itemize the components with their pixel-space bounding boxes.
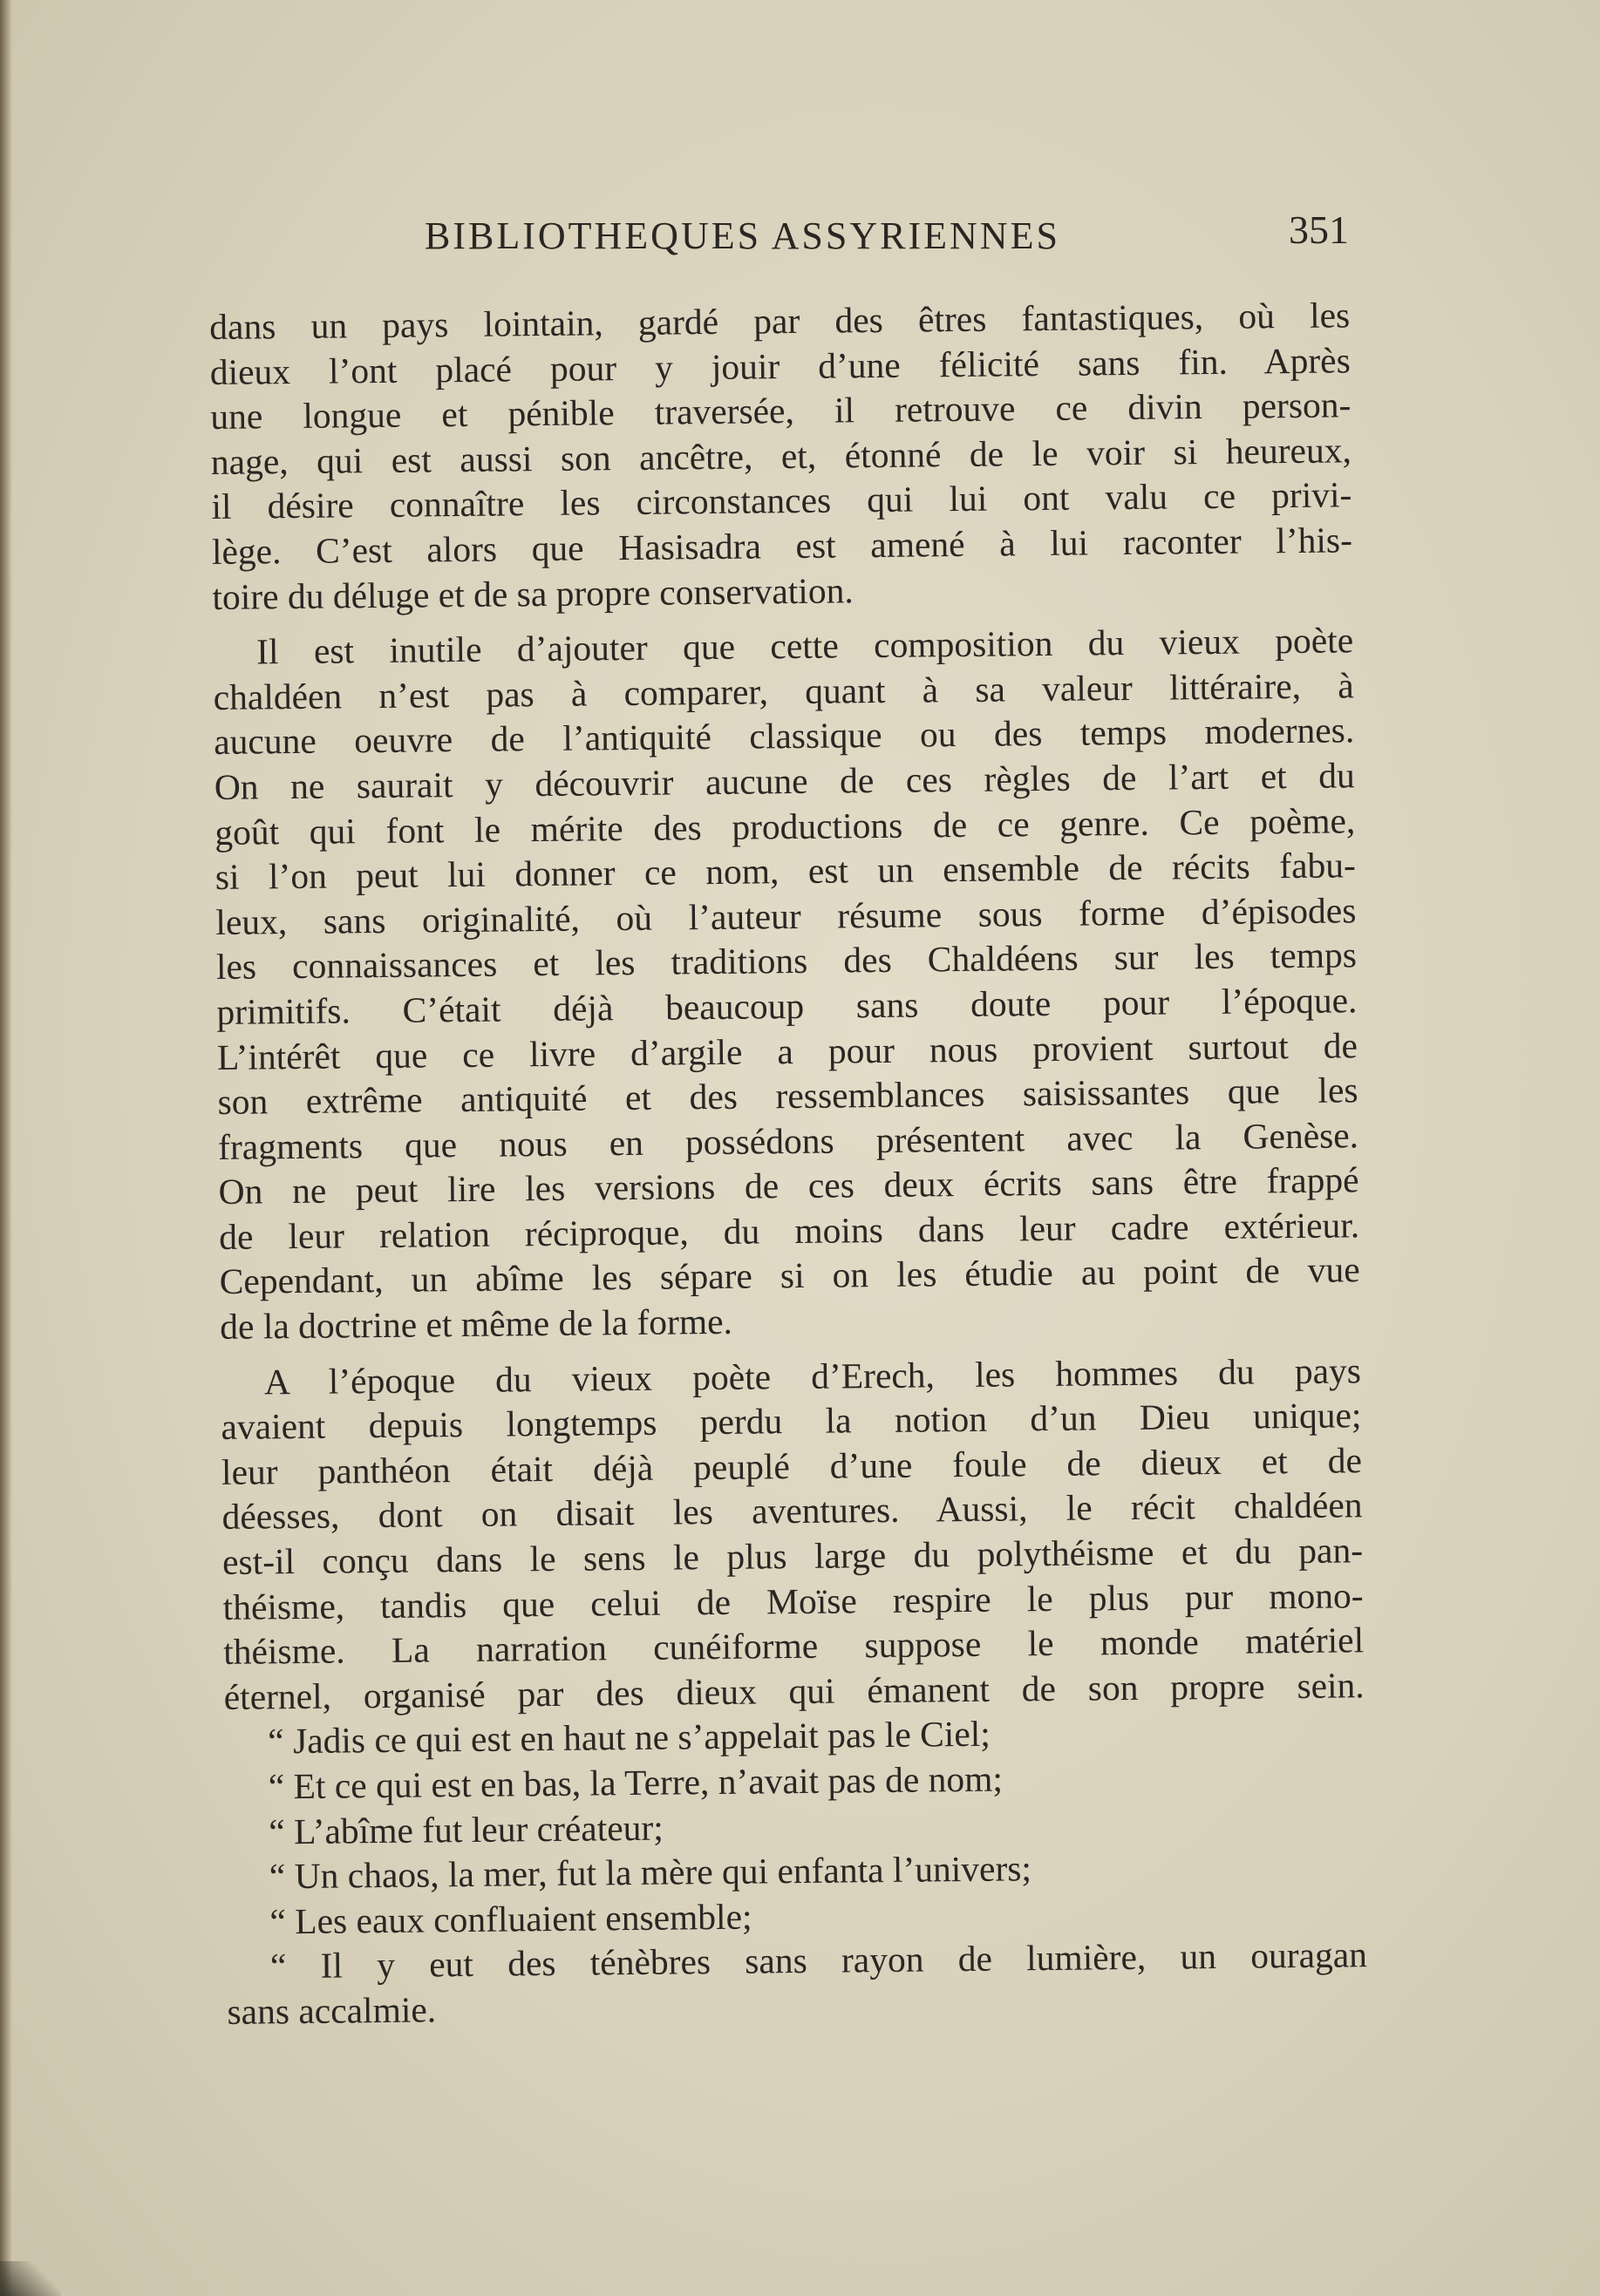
paragraph-1 [209, 293, 1353, 620]
text-line: leux, sans originalité, où l’auteur résume sous forme d’épisodes [215, 889, 1357, 942]
page-header [425, 207, 1349, 275]
paragraph-2 [213, 618, 1361, 1349]
text-line: goût qui font le mérite des productions de ce genre. Ce poème, [214, 799, 1356, 853]
running-title: BIBLIOTHEQUES ASSYRIENNES [425, 214, 1060, 257]
verse-block [224, 1708, 1368, 2035]
text-line: nage, qui est aussi son ancêtre, et, étonné de le voir si heureux, [210, 430, 1352, 482]
page-number: 351 [1289, 207, 1349, 252]
verse-line: “ Et ce qui est en bas, la Terre, n’avait pas de nom; [268, 1758, 1004, 1807]
verse-line: “ L’abîme fut leur créateur; [269, 1807, 664, 1851]
text-line: dans un pays lointain, gardé par des êtres fantastiques, où les [209, 295, 1351, 347]
text-line: dieux l’ont placé pour y jouir d’une félicité sans fin. Après [209, 339, 1351, 392]
text-line: si l’on peut lui donner ce nom, est un ensemble de récits fabu- [214, 845, 1357, 898]
text-line: est-il conçu dans le sens le plus large du polythéisme et du pan- [221, 1530, 1364, 1582]
text-line: avaient depuis longtemps perdu la notion d’un Dieu unique; [221, 1395, 1362, 1448]
text-line: théisme, tandis que celui de Moïse respire le plus pur mono- [222, 1574, 1364, 1627]
text-line: leur panthéon était déjà peuplé d’une foule de dieux et de [221, 1440, 1363, 1492]
paragraph-3 [221, 1348, 1365, 1720]
text-line: de la doctrine et même de la forme. [220, 1301, 733, 1347]
verse-line: “ Il y eut des ténèbres sans rayon de lumière, un ouragan [269, 1934, 1368, 1987]
text-line: fragments que nous en possédons présentent avec la Genèse. [217, 1114, 1359, 1167]
text-line: une longue et pénible traversée, il retrouve ce divin person- [210, 384, 1351, 438]
text-line: A l’époque du vieux poète d’Erech, les hommes du pays [263, 1349, 1362, 1403]
text-line: de leur relation réciproque, du moins dans leur cadre extérieur. [218, 1205, 1360, 1257]
text-line: son extrême antiquité et des ressemblances saisissantes que les [217, 1070, 1358, 1123]
text-line: Cependant, un abîme les sépare si on les étudie au point de vue [219, 1249, 1360, 1302]
text-line: On ne saurait y découvrir aucune de ces règles de l’art et du [214, 755, 1355, 807]
verse-line: sans accalmie. [227, 1989, 437, 2032]
text-line: aucune oeuvre de l’antiquité classique ou des temps modernes. [214, 710, 1355, 763]
text-line: L’intérêt que ce livre d’argile a pour nous provient surtout de [216, 1024, 1358, 1077]
text-line: déesses, dont on disait les aventures. Aussi, le récit chaldéen [221, 1484, 1363, 1538]
page-corner-shadow [0, 2261, 61, 2296]
text-line: primitifs. C’était déjà beaucoup sans doute pour l’époque. [216, 980, 1358, 1032]
verse-line: “ Les eaux confluaient ensemble; [269, 1896, 752, 1942]
text-line: il désire connaître les circonstances qui lui ont valu ce privi- [211, 474, 1352, 527]
text-line: éternel, organisé par des dieux qui émanent de son propre sein. [223, 1665, 1365, 1717]
text-line: toire du déluge et de sa propre conservation. [212, 569, 854, 617]
verse-line: “ Jadis ce qui est en haut ne s’appelait pas le Ciel; [268, 1714, 991, 1762]
body-text [209, 293, 1368, 2034]
text-line: On ne peut lire les versions de ces deux écrits sans être frappé [218, 1159, 1359, 1213]
binding-edge [0, 0, 12, 2296]
text-line: lège. C’est alors que Hasisadra est amené à lui raconter l’his- [211, 520, 1353, 572]
text-line: théisme. La narration cunéiforme suppose le monde matériel [222, 1620, 1365, 1673]
verse-line: “ Un chaos, la mer, fut la mère qui enfanta l’univers; [269, 1848, 1032, 1897]
text-line: chaldéen n’est pas à comparer, quant à sa valeur littéraire, à [213, 665, 1354, 717]
text-line: Il est inutile d’ajouter que cette composition du vieux poète [255, 620, 1354, 672]
text-line: les connaissances et les traditions des Chaldéens sur les temps [215, 934, 1358, 988]
